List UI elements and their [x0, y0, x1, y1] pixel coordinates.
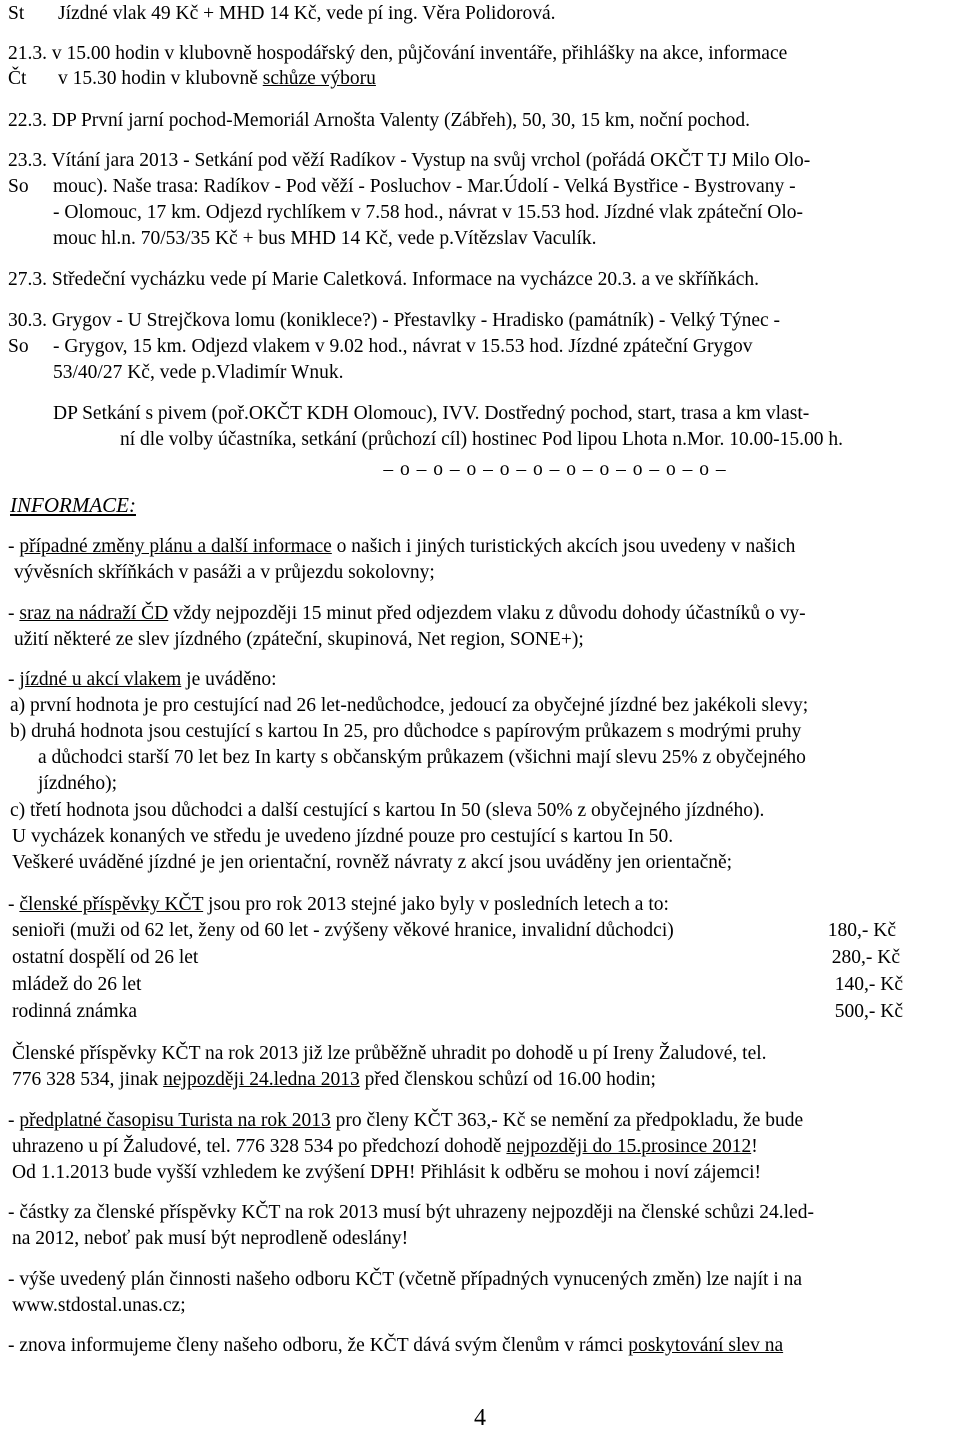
schedule-text: DP Setkání s pivem (poř.OKČT KDH Olomouc), IVV. Dostředný pochod, start, trasa a km vlast-: [53, 403, 810, 424]
schedule-text: [58, 65, 376, 92]
info-text-part: na 2012, neboť pak musí být neprodleně odeslány!: [12, 1228, 409, 1249]
schedule-text: 23.3. Vítání jara 2013 - Setkání pod věží Radíkov - Vystup na svůj vrchol (pořádá OKČT TJ Milo Olo-: [8, 150, 811, 171]
fee-label: senioři (muži od 62 let, ženy od 60 let - zvýšeny věkové hranice, invalidní důchodci): [12, 920, 674, 941]
info-text-part: Členské příspěvky KČT na rok 2013 již lze průběžně uhradit po dohodě u pí Ireny Žaludové, tel.: [12, 1043, 767, 1064]
info-text-part: -: [8, 1110, 20, 1131]
info-text-part: -: [8, 536, 20, 557]
info-text: [14, 626, 584, 653]
underlined-text: poskytování slev na: [628, 1335, 784, 1356]
fee-label: ostatní dospělí od 26 let: [12, 947, 199, 968]
fee-price: 280,- Kč: [831, 947, 900, 968]
info-text-part: o našich i jiných turistických akcích jsou uvedeny v našich: [331, 536, 796, 557]
page-number: 4: [474, 1405, 486, 1431]
fee-price: 500,- Kč: [834, 1001, 903, 1022]
info-text-part: -: [8, 669, 20, 690]
info-text-part: Od 1.1.2013 bude vyšší vzhledem ke zvýšení DPH! Přihlásit k odběru se mohou i noví zájemci!: [12, 1162, 761, 1183]
schedule-text: 21.3. v 15.00 hodin v klubovně hospodářský den, půjčování inventáře, přihlášky na akce, informace: [8, 43, 788, 64]
info-text-part: - výše uvedený plán činnosti našeho odboru KČT (včetně případných vynucených změn) lze najít i na: [8, 1269, 803, 1290]
day-label: So: [8, 336, 29, 357]
info-text: [38, 770, 117, 797]
info-text-part: uhrazeno u pí Žaludové, tel. 776 328 534 po předchozí dohodě: [12, 1136, 507, 1157]
day-label: So: [8, 176, 29, 197]
schedule-text: mouc). Naše trasa: Radíkov - Pod věží - Posluchov - Mar.Údolí - Velká Bystřice - Bystrovany -: [53, 176, 796, 197]
info-text-part: je uváděno:: [181, 669, 277, 690]
underlined-text: členské příspěvky KČT: [19, 894, 204, 915]
schedule-text: Jízdné vlak 49 Kč + MHD 14 Kč, vede pí ing. Věra Polidorová.: [58, 3, 556, 24]
schedule-text: mouc hl.n. 70/53/35 Kč + bus MHD 14 Kč, vede p.Vítězslav Vaculík.: [53, 228, 597, 249]
info-text-part: U vycházek konaných ve středu je uvedeno jízdné pouze pro cestující s kartou In 50.: [12, 826, 674, 847]
fee-price: 140,- Kč: [834, 974, 903, 995]
day-label: St: [8, 3, 25, 24]
schedule-text: 53/40/27 Kč, vede p.Vladimír Wnuk.: [53, 362, 344, 383]
schedule-text: 30.3. Grygov - U Strejčkova lomu (koniklece?) - Přestavlky - Hradisko (památník) - Velký Týnec -: [8, 310, 781, 331]
info-text: [8, 666, 277, 693]
fee-price: 180,- Kč: [827, 920, 896, 941]
info-text-part: !: [751, 1136, 758, 1157]
info-text-part: jízdného);: [38, 773, 118, 794]
fee-label: mládež do 26 let: [12, 974, 142, 995]
schedule-text: - Olomouc, 17 km. Odjezd rychlíkem v 7.58 hod., návrat v 15.53 hod. Jízdné vlak zpáteční Olo-: [53, 202, 804, 223]
underlined-text: případné změny plánu a další informace: [19, 536, 332, 557]
underlined-text: předplatné časopisu Turista na rok 2013: [19, 1110, 331, 1131]
info-text: [12, 1066, 656, 1093]
info-text: [10, 797, 764, 824]
info-text-part: -: [8, 603, 20, 624]
info-text: [8, 891, 669, 918]
day-label: Čt: [8, 68, 27, 89]
info-text-part: - částky za členské příspěvky KČT na rok 2013 musí být uhrazeny nejpozději na členské schůzi 24.led-: [8, 1202, 814, 1223]
info-text: [10, 692, 808, 719]
underlined-text: jízdné u akcí vlakem: [19, 669, 182, 690]
info-text-part: a důchodci starší 70 let bez In karty s občanským průkazem (všichni mají slevu 25% z obyčejného: [38, 747, 806, 768]
info-text: [12, 1159, 761, 1186]
info-text-part: Veškeré uváděné jízdné je jen orientační, rovněž návraty z akcí jsou uváděny jen orientačně;: [12, 852, 733, 873]
info-text-part: -: [8, 894, 20, 915]
info-text-part: c) třetí hodnota jsou důchodci a další cestující s kartou In 50 (sleva 50% z obyčejného jízdného).: [10, 800, 765, 821]
info-text-part: užití některé ze slev jízdného (zpáteční, skupinová, Net region, SONE+);: [14, 629, 584, 650]
schedule-text: ní dle volby účastníka, setkání (průchozí cíl) hostinec Pod lipou Lhota n.Mor. 10.00-15.00 h.: [120, 429, 844, 450]
info-text-part: 776 328 534, jinak: [12, 1069, 164, 1090]
info-text: [12, 1133, 758, 1160]
schedule-text: - Grygov, 15 km. Odjezd vlakem v 9.02 hod., návrat v 15.53 hod. Jízdné zpáteční Grygov: [53, 336, 753, 357]
schedule-text: 22.3. DP První jarní pochod-Memoriál Arnošta Valenty (Zábřeh), 50, 30, 15 km, noční pochod.: [8, 110, 750, 131]
separator-line: – o – o – o – o – o – o – o – o – o – o –: [383, 459, 727, 480]
schedule-text: 27.3. Středeční vycházku vede pí Marie Caletková. Informace na vycházce 20.3. a ve skříňkách.: [8, 269, 759, 290]
info-text: [8, 1266, 802, 1293]
info-text: [14, 559, 435, 586]
schedule-text-part: v 15.30 hodin v klubovně: [58, 68, 263, 89]
underlined-text: schůze výboru: [262, 68, 376, 89]
info-text: [12, 1040, 767, 1067]
info-text: [12, 823, 673, 850]
info-text-part: vždy nejpozději 15 minut před odjezdem vlaku z důvodu dohody účastníků o vy-: [168, 603, 806, 624]
info-text: [8, 1199, 814, 1226]
info-text-part: www.stdostal.unas.cz;: [12, 1295, 186, 1316]
info-text: [8, 600, 806, 627]
info-text-part: pro členy KČT 363,- Kč se nemění za předpokladu, že bude: [330, 1110, 804, 1131]
info-heading: INFORMACE:: [10, 493, 136, 517]
info-text: [12, 849, 732, 876]
info-text-part: před členskou schůzí od 16.00 hodin;: [359, 1069, 656, 1090]
fee-label: rodinná známka: [12, 1001, 138, 1022]
info-text-part: jsou pro rok 2013 stejné jako byly v posledních letech a to:: [203, 894, 669, 915]
info-text-part: b) druhá hodnota jsou cestující s kartou In 25, pro důchodce s papírovým průkazem s modrými pruhy: [10, 721, 802, 742]
info-text: [8, 1332, 783, 1359]
info-text: [38, 744, 806, 771]
info-text: [12, 1225, 408, 1252]
info-text-part: vývěsních skříňkách v pasáži a v průjezdu sokolovny;: [14, 562, 435, 583]
info-text: [8, 533, 795, 560]
info-text-part: - znova informujeme členy našeho odboru, že KČT dává svým členům v rámci: [8, 1335, 629, 1356]
underlined-text: nejpozději do 15.prosince 2012: [506, 1136, 752, 1157]
underlined-text: sraz na nádraží ČD: [19, 603, 169, 624]
underlined-text: nejpozději 24.ledna 2013: [163, 1069, 360, 1090]
info-text-part: a) první hodnota je pro cestující nad 26 let-nedůchodce, jedoucí za obyčejné jízdné bez jakékoli slevy;: [10, 695, 809, 716]
info-text: [10, 718, 801, 745]
info-text: [12, 1292, 186, 1319]
info-text: [8, 1107, 803, 1134]
